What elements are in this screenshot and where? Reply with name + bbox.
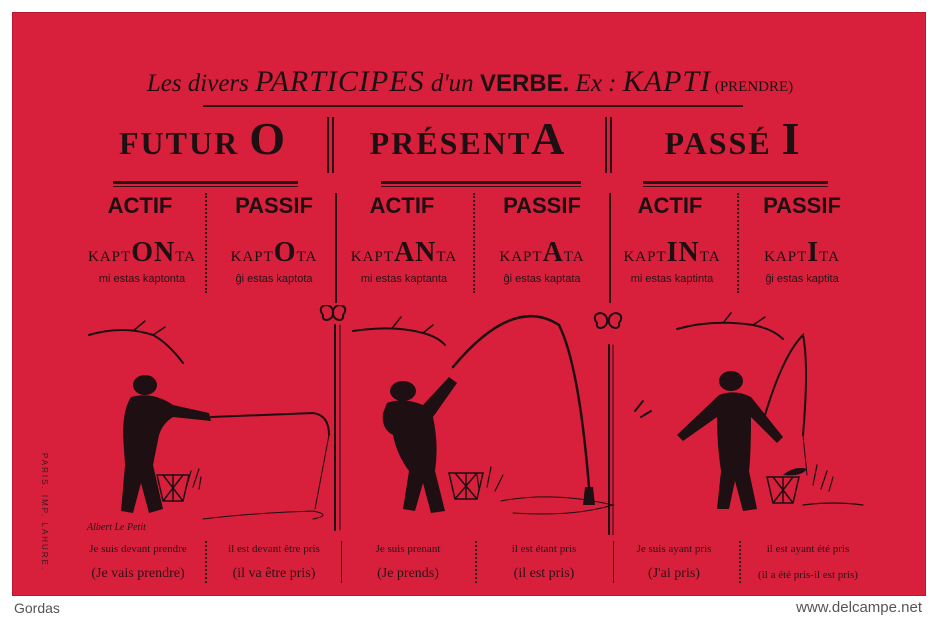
caption-line1: il est devant être pris (228, 543, 320, 555)
word-ending: TA (819, 249, 840, 265)
tense-passe (613, 113, 853, 165)
word-ending: TA (296, 249, 318, 265)
word-suffix: I (807, 237, 820, 268)
word-suffix: O (273, 237, 297, 268)
tense-rule-futur-thin (113, 186, 298, 187)
title-prendre: (PRENDRE) (711, 79, 794, 95)
word-ending: TA (699, 249, 721, 265)
word-ending: TA (175, 249, 196, 265)
scroll-ornament (333, 305, 345, 320)
listing-footer (0, 598, 938, 618)
tense-present (333, 113, 603, 165)
figure-head (133, 375, 157, 395)
caught-fish (783, 468, 807, 476)
tree-branch (353, 328, 445, 345)
tense-letter: O (249, 113, 287, 164)
col-head: ACTIF (107, 193, 173, 218)
title-ex: Ex : (569, 70, 623, 97)
col-word (75, 237, 209, 269)
word-stem: KAPT (764, 249, 808, 265)
tense-rule-futur (113, 181, 298, 184)
water-ripple (501, 497, 613, 514)
col-sub: mi estas kaptinta (630, 273, 714, 285)
title-kapti: KAPTI (622, 65, 712, 98)
tense-rule-present (381, 181, 581, 184)
fishing-illustrations (13, 305, 927, 535)
tense-name: PASSÉ (664, 125, 782, 161)
caption-line2: (Je vais prendre) (91, 566, 185, 581)
bird-silhouette (635, 401, 651, 417)
col-sub: ĝi estas kaptita (765, 273, 839, 285)
col-sub: ĝi estas kaptata (503, 273, 581, 285)
scroll-ornament (595, 313, 607, 328)
col-head: PASSIF (503, 193, 581, 218)
basket (157, 475, 189, 501)
caption-line2: (Je prends) (377, 566, 439, 581)
tense-rule-present-thin (381, 186, 581, 187)
caption-line1: il est étant pris (511, 543, 577, 555)
fishing-rod (211, 413, 329, 435)
title-underline (203, 105, 743, 107)
caption-line1: Je suis ayant pris (636, 543, 712, 555)
tree-branch (677, 323, 783, 339)
word-stem: KAPT (623, 249, 667, 265)
col-sub: ĝi estas kaptota (235, 273, 313, 285)
tense-rule-passe-thin (643, 186, 828, 187)
rod-handle (583, 487, 595, 505)
tense-futur (83, 113, 323, 165)
word-stem: KAPT (230, 249, 274, 265)
caption-line1: il est ayant été pris (766, 543, 850, 555)
card-title (13, 65, 927, 99)
caption-line1: Je suis devant prendre (89, 543, 187, 555)
tense-divider (327, 117, 329, 173)
caption-line1: Je suis prenant (375, 543, 441, 555)
word-stem: KAPT (350, 249, 394, 265)
tense-name: FUTUR (119, 125, 250, 161)
figure-head (390, 381, 416, 401)
word-suffix: AN (393, 237, 437, 268)
grass-tuft (803, 465, 863, 505)
word-suffix: ON (131, 237, 176, 268)
tense-letter: A (531, 113, 567, 164)
figure-body (121, 395, 211, 513)
tense-name: PRÉSENT (369, 125, 532, 161)
col-word (605, 237, 739, 269)
tree-branch (89, 330, 183, 363)
baskets (157, 473, 799, 503)
caption-line2: (il va être pris) (232, 566, 316, 581)
col-sub: mi estas kaptanta (360, 273, 448, 285)
col-word (337, 237, 471, 269)
title-prefix: Les divers (146, 70, 256, 97)
word-ending: TA (436, 249, 458, 265)
seller-name[interactable]: Gordas (14, 600, 60, 616)
caption-line2: (J'ai pris) (648, 566, 700, 581)
col-sub: mi estas kaptonta (98, 273, 186, 285)
artist-signature: Albert Le Petit (87, 522, 146, 533)
col-head: PASSIF (235, 193, 313, 218)
tense-divider (605, 117, 607, 173)
title-verbe: VERBE. (479, 70, 570, 97)
basket (767, 477, 799, 503)
scroll-ornament (609, 313, 621, 328)
col-head: ACTIF (637, 193, 703, 218)
grass-tuft (187, 469, 201, 489)
col-word (207, 237, 341, 269)
water-ripple (203, 511, 323, 519)
word-stem: KAPT (499, 249, 543, 265)
col-head: ACTIF (369, 193, 435, 218)
fisherman-figures (121, 371, 783, 513)
col-head: PASSIF (763, 193, 841, 218)
site-watermark[interactable]: www.delcampe.net (796, 599, 922, 616)
figure-head (719, 371, 743, 391)
word-suffix: A (542, 237, 564, 268)
word-ending: TA (563, 249, 585, 265)
basket (449, 473, 483, 499)
tense-letter: I (781, 113, 802, 164)
tense-divider (332, 117, 334, 173)
tense-rule-passe (643, 181, 828, 184)
postcard (12, 12, 926, 596)
tense-divider (610, 117, 612, 173)
caption-line2: (il a été pris-il est pris) (758, 569, 858, 581)
title-participes: PARTICIPES (255, 65, 425, 98)
title-middle: d'un (424, 70, 480, 97)
scroll-ornament (321, 305, 333, 320)
col-word (475, 237, 609, 269)
printer-credit: PARIS. IMP. LAHURE. (40, 453, 49, 572)
fishing-rod (765, 335, 806, 435)
word-stem: KAPT (88, 249, 132, 265)
fishing-rod (453, 316, 589, 487)
caption-line2: (il est pris) (513, 566, 575, 581)
word-suffix: IN (666, 237, 700, 268)
col-word (735, 237, 869, 269)
fishing-line (315, 435, 329, 509)
